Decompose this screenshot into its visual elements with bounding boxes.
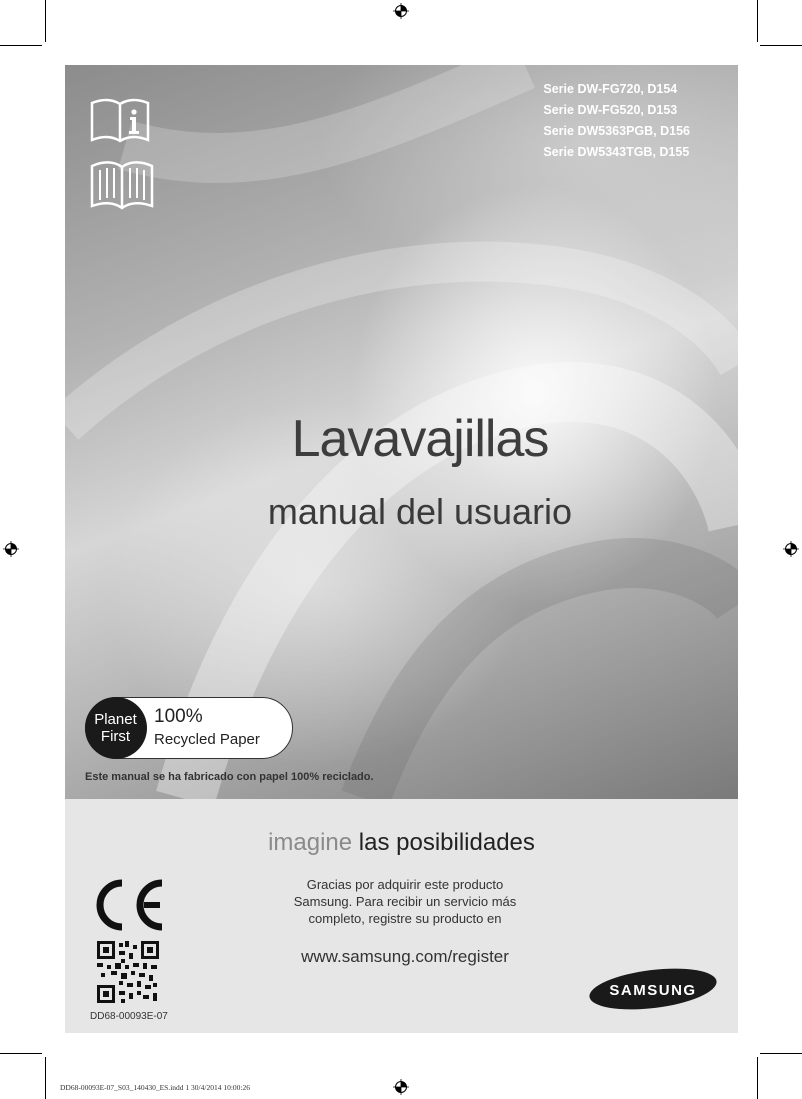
tagline-imagine: imagine <box>268 829 353 856</box>
register-link[interactable]: www.samsung.com/register <box>301 947 509 966</box>
series-list <box>543 79 690 163</box>
tagline <box>65 829 738 857</box>
cover-panel <box>65 65 738 799</box>
bottom-panel <box>65 799 738 1033</box>
samsung-logo <box>587 967 719 1011</box>
recycled-note: Este manual se ha fabricado con papel 100% reciclado. <box>85 771 374 783</box>
qr-code-icon <box>97 941 159 1003</box>
registration-mark-icon <box>393 1079 409 1095</box>
document-code: DD68-00093E-07 <box>90 1011 168 1022</box>
ce-mark-icon <box>92 877 168 933</box>
svg-text:SAMSUNG: SAMSUNG <box>609 982 697 999</box>
print-slug: DD68-00093E-07_S03_140430_ES.indd 1 30/4/2014 10:00:26 <box>60 1083 251 1092</box>
series-item: Serie DW-FG520, D153 <box>543 103 678 117</box>
registration-mark-icon <box>393 3 409 19</box>
series-item: Serie DW5343TGB, D155 <box>543 145 690 159</box>
manual-subtitle: manual del usuario <box>267 491 573 532</box>
open-book-icon <box>90 156 154 210</box>
crop-mark <box>45 1057 46 1099</box>
planet-first-line2: First <box>100 727 131 745</box>
crop-mark <box>760 1053 802 1054</box>
crop-mark <box>757 0 758 42</box>
recycled-paper-label: Recycled Paper <box>154 731 260 748</box>
crop-mark <box>757 1057 758 1099</box>
tagline-rest: las posibilidades <box>358 829 535 856</box>
series-item: Serie DW5363PGB, D156 <box>543 124 690 138</box>
registration-mark-icon <box>3 541 19 557</box>
registration-message-line: completo, registre su producto en <box>308 911 502 926</box>
crop-mark <box>760 45 802 46</box>
series-item: Serie DW-FG720, D154 <box>543 82 678 96</box>
planet-first-logo <box>85 697 147 759</box>
recycled-percent: 100% <box>154 706 203 727</box>
planet-first-badge <box>85 697 293 759</box>
registration-message-line: Gracias por adquirir este producto <box>306 877 504 892</box>
crop-mark <box>0 45 42 46</box>
crop-mark <box>0 1053 42 1054</box>
registration-message-line: Samsung. Para recibir un servicio más <box>293 894 517 909</box>
planet-first-line1: Planet <box>94 710 137 728</box>
registration-message <box>255 876 555 927</box>
registration-mark-icon <box>783 541 799 557</box>
manual-title: Lavavajillas <box>291 410 549 468</box>
info-manual-icon <box>90 95 150 145</box>
crop-mark <box>45 0 46 42</box>
